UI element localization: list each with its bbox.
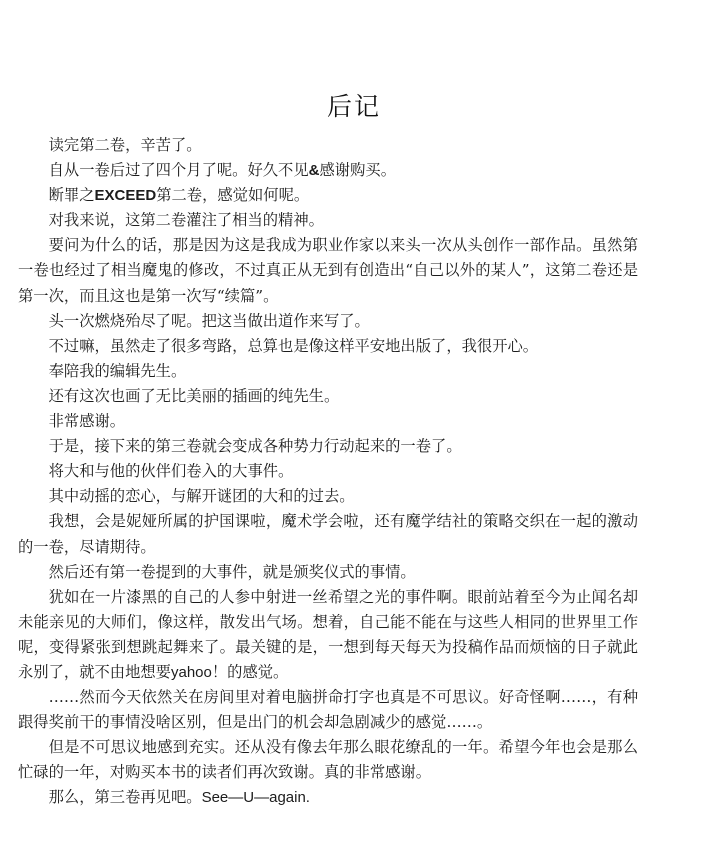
latin-text-run: yahoo: [170, 663, 212, 681]
text-run: ……然而今天依然关在房间里对着电脑拼命打字也真是不可思议。好奇怪啊……，有种跟得奖前干的事情没啥区别，但是出门的机会却急剧减少的感觉……。: [18, 688, 638, 732]
text-run: 奉陪我的编辑先生。: [48, 361, 187, 380]
text-run: 那么，第三卷再见吧。: [48, 788, 202, 807]
text-run: 自从一卷后过了四个月了呢。好久不见: [48, 161, 309, 180]
paragraph: [18, 208, 638, 233]
text-run: ！的感觉。: [211, 662, 289, 681]
paragraph: [18, 334, 638, 359]
paragraph: [18, 158, 638, 183]
text-run: 还有这次也画了无比美丽的插画的纯先生。: [48, 386, 340, 405]
text-run: 感谢购买。: [319, 161, 396, 180]
page-title: 后记: [326, 92, 381, 121]
paragraph: [18, 484, 638, 509]
latin-text-run: EXCEED: [94, 187, 157, 205]
latin-text-run: &: [308, 162, 320, 180]
text-run: 然后还有第一卷提到的大事件，就是颁奖仪式的事情。: [48, 562, 416, 581]
text-run: 犹如在一片漆黑的自己的人参中射进一丝希望之光的事件啊。眼前站着至今为止闻名却未能亲见的大师们，像这样，散发出气场。想着，自己能不能在与这些人相同的世界里工作呢，变得紧张到想跳起舞来了。最关键的是，一想到每天每天为投稿作品而烦恼的日子就此永别了，就不由地想要: [18, 587, 638, 681]
text-run: 要问为什么的话，那是因为这是我成为职业作家以来头一次从头创作一部作品。虽然第一卷也经过了相当魔鬼的修改，不过真正从无到有创造出“自己以外的某人”，这第二卷还是第一次，而且这也是第一次写“续篇”。: [18, 236, 638, 305]
paragraph: [18, 560, 638, 585]
paragraph: [18, 133, 638, 158]
paragraph: [18, 585, 638, 685]
document-body: [18, 133, 638, 811]
text-run: 于是，接下来的第三卷就会变成各种势力行动起来的一卷了。: [48, 437, 462, 456]
paragraph: [18, 384, 638, 409]
paragraph: [18, 685, 638, 735]
text-run: 我想，会是妮娅所属的护国课啦，魔术学会啦，还有魔学结社的策略交织在一起的激动的一卷，尽请期待。: [18, 512, 638, 556]
paragraph: [18, 309, 638, 334]
text-run: 其中动摇的恋心，与解开谜团的大和的过去。: [48, 487, 355, 506]
text-run: 但是不可思议地感到充实。还从没有像去年那么眼花缭乱的一年。希望今年也会是那么忙碌的一年，对购买本书的读者们再次致谢。真的非常感谢。: [18, 738, 638, 782]
paragraph: [18, 233, 638, 308]
paragraph: [18, 409, 638, 434]
paragraph: [18, 785, 638, 810]
latin-text-run: See—U—again.: [201, 789, 310, 807]
paragraph: [18, 735, 638, 785]
paragraph: [18, 459, 638, 484]
text-run: 对我来说，这第二卷灌注了相当的精神。: [48, 211, 324, 230]
text-run: 将大和与他的伙伴们卷入的大事件。: [48, 462, 294, 481]
text-run: 头一次燃烧殆尽了呢。把这当做出道作来写了。: [48, 311, 370, 330]
paragraph: [18, 183, 638, 208]
paragraph: [18, 434, 638, 459]
text-run: 断罪之: [48, 186, 95, 205]
text-run: 非常感谢。: [48, 412, 126, 431]
text-run: 不过嘛，虽然走了很多弯路，总算也是像这样平安地出版了，我很开心。: [48, 336, 539, 355]
paragraph: [18, 359, 638, 384]
paragraph: [18, 509, 638, 559]
text-run: 读完第二卷，辛苦了。: [48, 136, 202, 154]
text-run: 第二卷，感觉如何呢。: [156, 186, 310, 205]
